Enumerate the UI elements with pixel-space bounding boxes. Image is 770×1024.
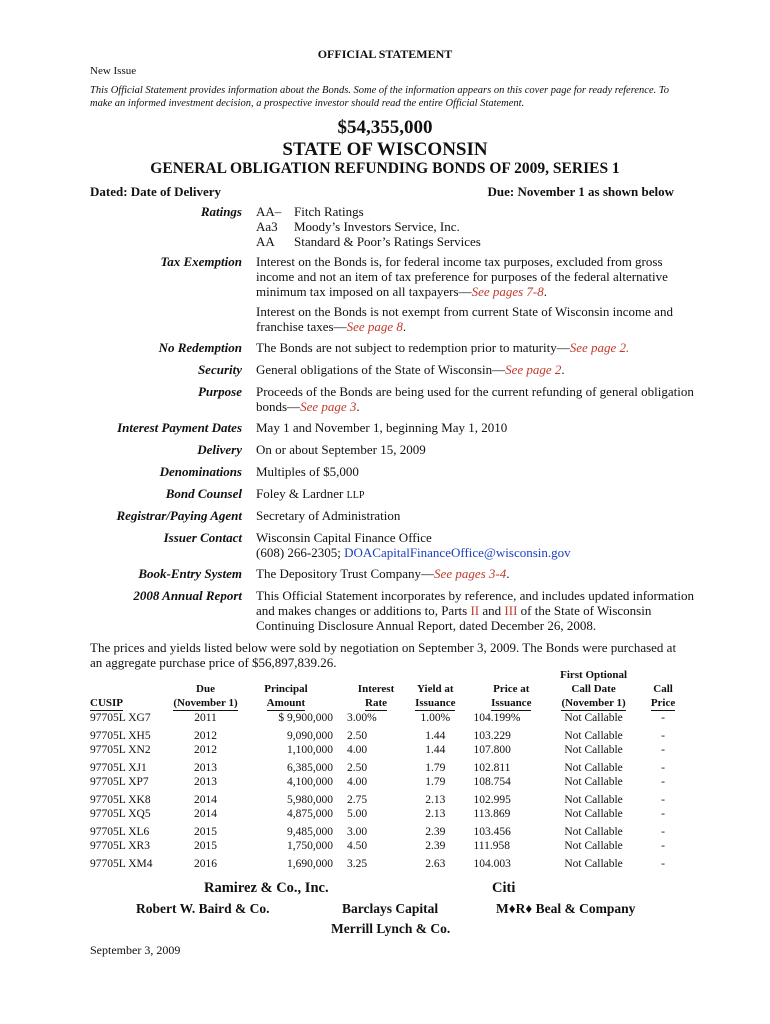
book-entry-label: Book-Entry System bbox=[138, 566, 242, 581]
header-call-price: Price bbox=[650, 697, 676, 709]
interest-dates-text: May 1 and November 1, beginning May 1, 2010 bbox=[256, 420, 508, 435]
header-yield: Issuance bbox=[415, 697, 456, 709]
issuer-contact-label: Issuer Contact bbox=[163, 530, 242, 545]
registrar-label: Registrar/Paying Agent bbox=[116, 508, 242, 523]
delivery-text: On or about September 15, 2009 bbox=[256, 442, 426, 457]
document-heading: OFFICIAL STATEMENT bbox=[317, 47, 453, 61]
lead-manager-left: Ramirez & Co., Inc. bbox=[204, 880, 329, 896]
denominations-text: Multiples of $5,000 bbox=[256, 464, 359, 479]
issuer-contact-text: Wisconsin Capital Finance Office (608) 266-2305; DOACapitalFinanceOffice@wisconsin.gov bbox=[256, 530, 571, 560]
tax-link-2[interactable]: See page 8 bbox=[346, 319, 403, 334]
bond-counsel-label: Bond Counsel bbox=[165, 486, 242, 501]
table-row: 97705L XQ5 2014 4,875,000 5.00 2.13 113.869 Not Callable - bbox=[90, 808, 665, 820]
annual-report-text: This Official Statement incorporates by reference, and includes updated information and makes changes or additions to, Parts II and III of the State of Wisconsin Continuing Disclosure Annual Report, dated December 26, 2008. bbox=[256, 588, 694, 633]
rating-sp: AA Standard & Poor’s Ratings Services bbox=[256, 234, 481, 249]
table-row: 97705L XM4 2016 1,690,000 3.25 2.63 104.003 Not Callable - bbox=[90, 858, 665, 870]
security-label: Security bbox=[197, 362, 242, 377]
delivery-label: Delivery bbox=[197, 442, 242, 457]
co-manager-merrill: Merrill Lynch & Co. bbox=[331, 921, 451, 936]
annual-report-label: 2008 Annual Report bbox=[133, 588, 242, 603]
table-header-row: CUSIP Due (November 1) Principal Amount Interest Rate Yield at Issuance Price at Issuance First Optional Call Date (November 1) Call Price bbox=[90, 669, 676, 709]
header-principal: Amount bbox=[266, 697, 306, 709]
header-call-date: (November 1) bbox=[561, 697, 626, 709]
pricing-note: The prices and yields listed below were sold by negotiation on September 3, 2009. The Bonds were purchased at an aggregate purchase price of $56,897,839.26. bbox=[90, 640, 677, 670]
book-entry-link[interactable]: See pages 3-4 bbox=[434, 566, 507, 581]
header-due: (November 1) bbox=[173, 697, 238, 709]
table-row: 97705L XK8 2014 5,980,000 2.75 2.13 102.995 Not Callable - bbox=[90, 794, 665, 806]
table-row: 97705L XH5 2012 9,090,000 2.50 1.44 103.229 Not Callable - bbox=[90, 730, 665, 742]
contact-email-link[interactable]: DOACapitalFinanceOffice@wisconsin.gov bbox=[344, 545, 571, 560]
offering-amount: $54,355,000 bbox=[337, 117, 433, 138]
purpose-label: Purpose bbox=[197, 384, 242, 399]
registrar-text: Secretary of Administration bbox=[256, 508, 401, 523]
dated-line: Dated: Date of Delivery bbox=[90, 184, 222, 199]
table-row: 97705L XP7 2013 4,100,000 4.00 1.79 108.754 Not Callable - bbox=[90, 776, 665, 788]
security-link[interactable]: See page 2 bbox=[505, 362, 562, 377]
co-manager-barclays: Barclays Capital bbox=[342, 901, 439, 916]
purpose-text: Proceeds of the Bonds are being used for the current refunding of general obligation bonds—See page 3. bbox=[256, 384, 694, 414]
table-row: 97705L XJ1 2013 6,385,000 2.50 1.79 102.811 Not Callable - bbox=[90, 762, 665, 774]
tax-exemption-label: Tax Exemption bbox=[160, 254, 242, 269]
header-cusip: CUSIP bbox=[90, 697, 124, 709]
interest-dates-label: Interest Payment Dates bbox=[117, 420, 242, 435]
due-line: Due: November 1 as shown below bbox=[487, 184, 674, 199]
rating-moodys: Aa3 Moody’s Investors Service, Inc. bbox=[256, 219, 460, 234]
redemption-text: The Bonds are not subject to redemption prior to maturity—See page 2. bbox=[256, 340, 630, 355]
co-manager-baird: Robert W. Baird & Co. bbox=[136, 901, 270, 916]
redemption-link[interactable]: See page 2. bbox=[569, 340, 630, 355]
tax-exemption-text-2: Interest on the Bonds is not exempt from current State of Wisconsin income and franchise taxes—See page 8. bbox=[256, 304, 673, 334]
table-row: 97705L XG7 2011 $ 9,900,000 3.00% 1.00% 104.199% Not Callable - bbox=[90, 712, 665, 724]
book-entry-text: The Depository Trust Company—See pages 3-4. bbox=[256, 566, 510, 581]
co-manager-beal: M♦R♦ Beal & Company bbox=[496, 901, 636, 916]
ratings-label: Ratings bbox=[200, 204, 242, 219]
tax-link-1[interactable]: See pages 7-8 bbox=[471, 284, 544, 299]
table-row: 97705L XL6 2015 9,485,000 3.00 2.39 103.456 Not Callable - bbox=[90, 826, 665, 838]
ratings-list bbox=[256, 204, 696, 249]
header-rate: Rate bbox=[365, 697, 388, 709]
bond-counsel-text: Foley & Lardner LLP bbox=[256, 486, 365, 501]
denominations-label: Denominations bbox=[159, 464, 242, 479]
bond-title: GENERAL OBLIGATION REFUNDING BONDS OF 2009, SERIES 1 bbox=[150, 160, 620, 177]
maturity-table bbox=[90, 668, 688, 871]
footer-date: September 3, 2009 bbox=[90, 943, 181, 957]
tax-exemption-text-1: Interest on the Bonds is, for federal income tax purposes, excluded from gross income and not an item of tax preference for purposes of the federal alternative minimum tax imposed on all taxpayers—See pages 7-8. bbox=[256, 254, 668, 299]
table-row: 97705L XR3 2015 1,750,000 4.50 2.39 111.958 Not Callable - bbox=[90, 840, 665, 852]
header-price: Issuance bbox=[491, 697, 532, 709]
redemption-label: No Redemption bbox=[158, 340, 242, 355]
part-iii-link[interactable]: III bbox=[504, 603, 518, 618]
purpose-link[interactable]: See page 3 bbox=[300, 399, 357, 414]
security-text: General obligations of the State of Wisconsin—See page 2. bbox=[256, 362, 565, 377]
rating-fitch: AA– Fitch Ratings bbox=[256, 204, 364, 219]
part-ii-link[interactable]: II bbox=[470, 603, 480, 618]
table-row: 97705L XN2 2012 1,100,000 4.00 1.44 107.800 Not Callable - bbox=[90, 744, 665, 756]
new-issue-label: New Issue bbox=[90, 65, 137, 77]
issuer-name: STATE OF WISCONSIN bbox=[282, 139, 488, 160]
lead-manager-right: Citi bbox=[492, 880, 516, 896]
intro-paragraph: This Official Statement provides information about the Bonds. Some of the information appears on this cover page for ready reference. To make an informed investment decision, a prospective investor should read the entire Official Statement. bbox=[90, 85, 669, 109]
